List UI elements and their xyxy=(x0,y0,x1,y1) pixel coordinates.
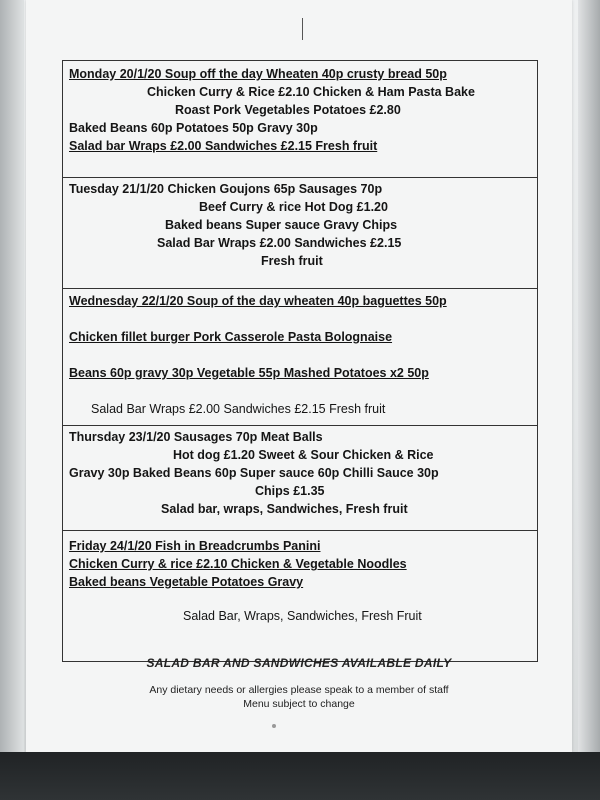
menu-line: Baked Beans 60p Potatoes 50p Gravy 30p xyxy=(69,121,318,135)
day-block-tuesday xyxy=(63,178,537,289)
menu-line: Friday 24/1/20 Fish in Breadcrumbs Panini xyxy=(69,539,321,553)
menu-line: Gravy 30p Baked Beans 60p Super sauce 60p Chilli Sauce 30p xyxy=(69,466,439,480)
screen-bezel-left xyxy=(0,0,24,752)
menu-line: Wednesday 22/1/20 Soup of the day wheaten 40p baguettes 50p xyxy=(69,294,447,308)
menu-line: Fresh fruit xyxy=(261,254,323,268)
menu-line: Hot dog £1.20 Sweet & Sour Chicken & Rice xyxy=(173,448,434,462)
menu-change-note: Menu subject to change xyxy=(243,698,355,710)
day-block-thursday xyxy=(63,426,537,531)
menu-line: Salad Bar Wraps £2.00 Sandwiches £2.15 Fresh fruit xyxy=(91,402,386,416)
screen-speck xyxy=(272,724,276,728)
menu-line: Salad Bar, Wraps, Sandwiches, Fresh Fruit xyxy=(183,609,422,623)
text-cursor-icon xyxy=(302,18,303,40)
menu-line: Tuesday 21/1/20 Chicken Goujons 65p Sausages 70p xyxy=(69,182,383,196)
screen-bezel-right xyxy=(578,0,600,752)
menu-line: Salad Bar Wraps £2.00 Sandwiches £2.15 xyxy=(157,236,402,250)
weekly-menu-table xyxy=(62,60,538,662)
day-block-friday xyxy=(63,531,537,661)
menu-line: Roast Pork Vegetables Potatoes £2.80 xyxy=(175,103,401,117)
menu-line: Chicken Curry & rice £2.10 Chicken & Vegetable Noodles xyxy=(69,557,407,571)
day-block-monday xyxy=(63,61,537,178)
menu-line: Thursday 23/1/20 Sausages 70p Meat Balls xyxy=(69,430,323,444)
menu-line: Beef Curry & rice Hot Dog £1.20 xyxy=(199,200,388,214)
daily-availability-note: SALAD BAR AND SANDWICHES AVAILABLE DAILY xyxy=(146,656,452,670)
menu-line: Salad bar Wraps £2.00 Sandwiches £2.15 Fresh fruit xyxy=(69,139,378,153)
menu-line: Chicken Curry & Rice £2.10 Chicken & Ham Pasta Bake xyxy=(147,85,475,99)
menu-line: Beans 60p gravy 30p Vegetable 55p Mashed Potatoes x2 50p xyxy=(69,366,429,380)
menu-line: Baked beans Vegetable Potatoes Gravy xyxy=(69,575,304,589)
dietary-note: Any dietary needs or allergies please speak to a member of staff xyxy=(149,684,449,696)
menu-line: Chips £1.35 xyxy=(255,484,325,498)
menu-line: Baked beans Super sauce Gravy Chips xyxy=(165,218,398,232)
day-block-wednesday xyxy=(63,289,537,426)
menu-line: Monday 20/1/20 Soup off the day Wheaten 40p crusty bread 50p xyxy=(69,67,447,81)
menu-line: Salad bar, wraps, Sandwiches, Fresh fruit xyxy=(161,502,408,516)
monitor-base xyxy=(0,752,600,800)
menu-line: Chicken fillet burger Pork Casserole Pasta Bolognaise xyxy=(69,330,393,344)
